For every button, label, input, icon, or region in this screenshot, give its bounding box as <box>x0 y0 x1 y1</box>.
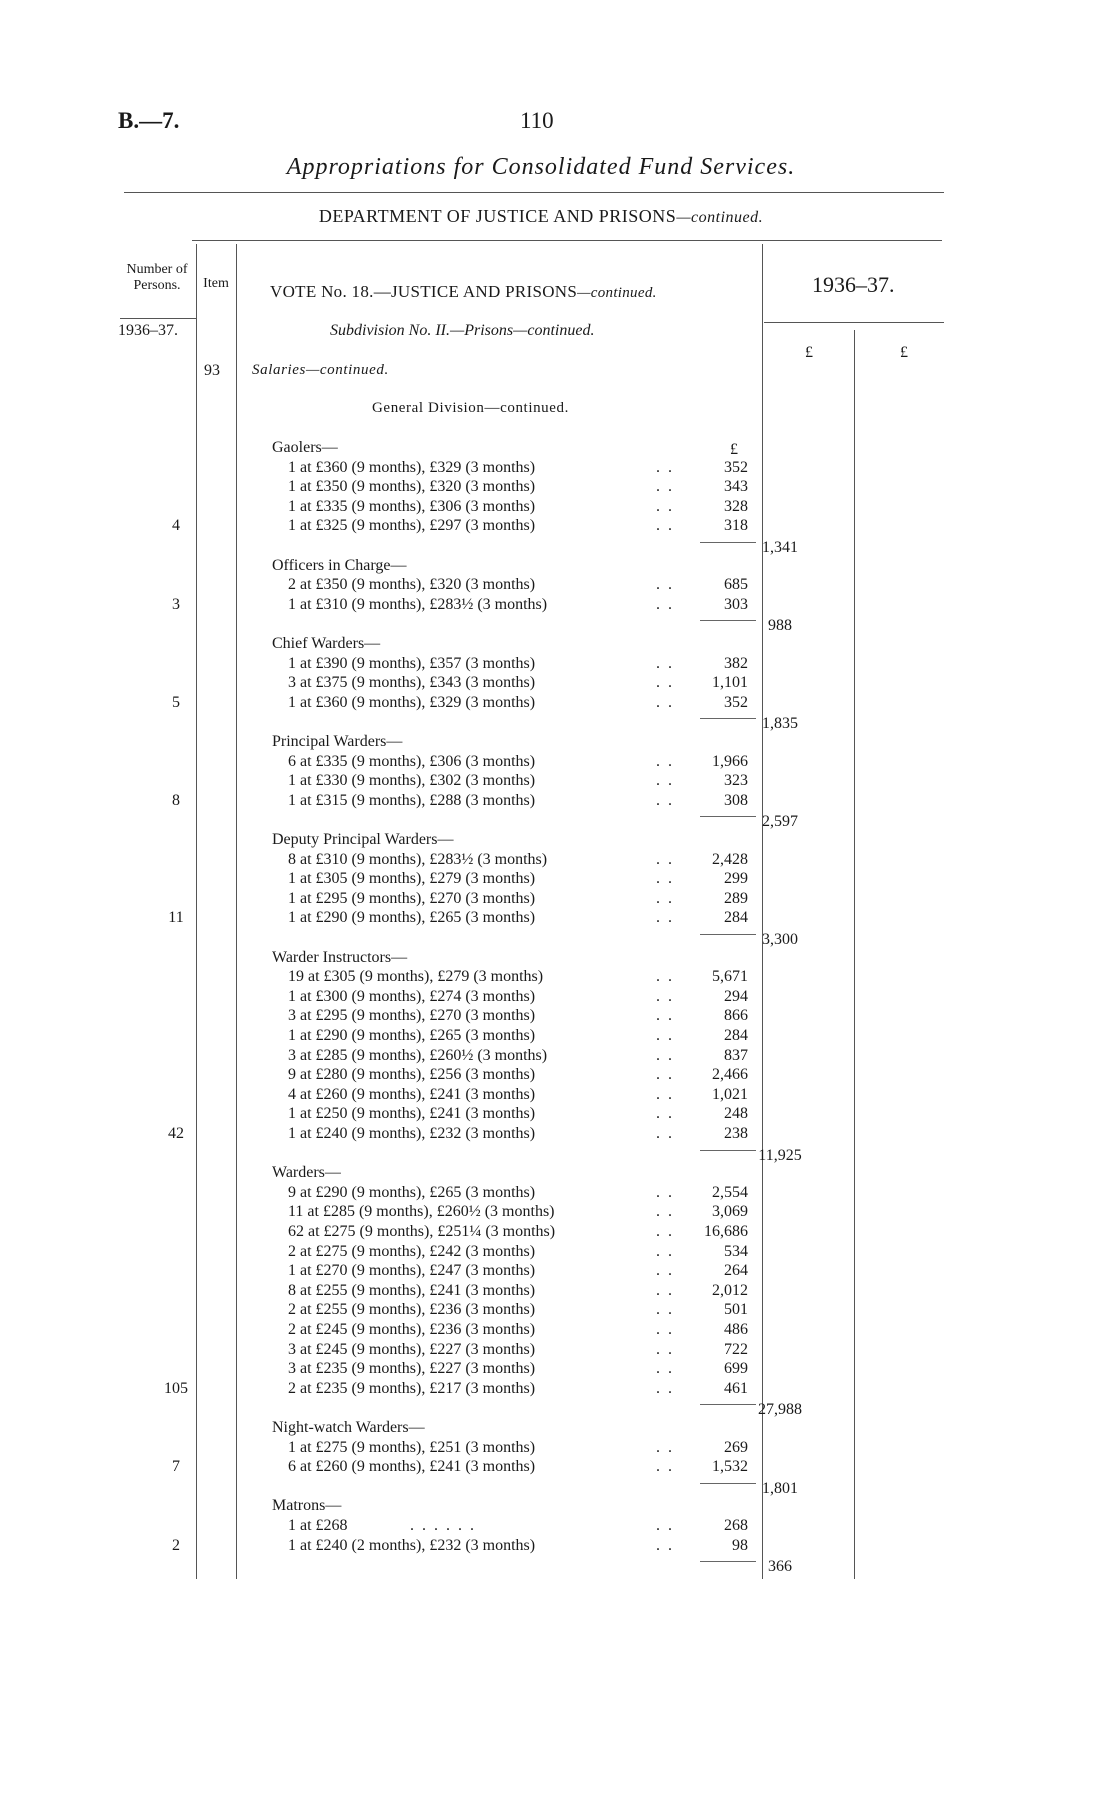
rate-description: 3 at £245 (9 months), £227 (3 months) <box>288 1340 536 1358</box>
leader-dots: . . <box>656 909 674 927</box>
persons-count: 42 <box>168 1125 184 1142</box>
line-amount: 303 <box>724 595 748 613</box>
rate-description: 1 at £330 (9 months), £302 (3 months) <box>288 772 536 790</box>
rate-description: 1 at £290 (9 months), £265 (3 months) <box>288 1027 536 1044</box>
leader-dots: . . <box>656 1242 674 1260</box>
leader-dots: . . <box>656 1281 674 1299</box>
leader-dots: . . <box>656 1223 674 1240</box>
group-total: 2,597 <box>762 813 798 831</box>
group-heading: Warders— <box>272 1164 341 1182</box>
group-total: 988 <box>768 617 792 635</box>
group-total: 1,341 <box>762 539 798 556</box>
rate-description: 11 at £285 (9 months), £260½ (3 months) <box>288 1203 555 1221</box>
group-heading: Chief Warders— <box>272 635 381 652</box>
leader-dots: . . <box>656 497 674 515</box>
leader-dots: . . <box>656 693 674 711</box>
line-amount: 1,966 <box>712 752 748 770</box>
rate-description: 2 at £235 (9 months), £217 (3 months) <box>288 1379 536 1397</box>
group-total: 1,835 <box>762 715 798 733</box>
leader-dots: . . <box>656 1340 674 1358</box>
leader-dots: . . <box>656 595 674 613</box>
leader-dots: . . <box>656 1027 674 1044</box>
rate-description: 1 at £250 (9 months), £241 (3 months) <box>288 1105 536 1123</box>
persons-count: 8 <box>172 791 180 809</box>
leader-dots: . . <box>656 870 674 888</box>
rate-description: 1 at £240 (2 months), £232 (3 months) <box>288 1536 536 1554</box>
rate-description: 3 at £235 (9 months), £227 (3 months) <box>288 1360 536 1378</box>
rate-description: 1 at £300 (9 months), £274 (3 months) <box>288 987 536 1005</box>
rate-description: 2 at £245 (9 months), £236 (3 months) <box>288 1321 536 1338</box>
rate-description: 1 at £240 (9 months), £232 (3 months) <box>288 1125 536 1142</box>
item-number: 93 <box>204 362 220 379</box>
page-title: Appropriations for Consolidated Fund Services. <box>286 154 796 180</box>
line-amount: 268 <box>724 1517 748 1534</box>
persons-count: 2 <box>172 1536 180 1554</box>
column-rule-total <box>854 330 855 1579</box>
year-column-header: 1936–37. <box>812 272 895 297</box>
rate-description: 19 at £305 (9 months), £279 (3 months) <box>288 968 544 986</box>
line-amount: 264 <box>724 1262 748 1280</box>
line-amount: 299 <box>724 870 748 888</box>
document-reference: B.—7. <box>118 108 180 133</box>
persons-count: 105 <box>164 1379 188 1397</box>
rate-description: 1 at £390 (9 months), £357 (3 months) <box>288 654 536 672</box>
leader-dots: . . <box>656 752 674 770</box>
line-amount: 318 <box>724 517 748 535</box>
leader-dots: . . <box>656 478 674 496</box>
line-amount: 294 <box>724 987 748 1005</box>
line-amount: 382 <box>724 654 748 672</box>
leader-dots: . . <box>656 1262 674 1280</box>
line-amount: 2,466 <box>712 1066 748 1084</box>
header-rule-right <box>764 322 944 323</box>
persons-count: 5 <box>172 693 180 711</box>
department-heading: DEPARTMENT OF JUSTICE AND PRISONS—continued. <box>318 206 764 226</box>
rate-description: 1 at £310 (9 months), £283½ (3 months) <box>288 595 548 613</box>
leader-dots: . . <box>656 1203 674 1221</box>
rate-description: 1 at £275 (9 months), £251 (3 months) <box>288 1438 536 1456</box>
leader-dots: . . <box>656 1183 674 1201</box>
line-amount: 501 <box>724 1301 748 1319</box>
leader-dots: . . <box>656 1458 674 1476</box>
leader-dots: . . <box>656 1046 674 1064</box>
leader-dots: . . <box>656 791 674 809</box>
line-amount: 289 <box>724 889 748 907</box>
column-rule-amount <box>762 244 763 1579</box>
group-total: 3,300 <box>762 931 798 948</box>
header-rule-left <box>120 318 196 319</box>
line-amount: 343 <box>724 478 748 496</box>
line-amount: 685 <box>724 576 748 594</box>
leader-dots: . . <box>656 889 674 907</box>
persons-count: 11 <box>168 909 184 927</box>
item-column-header: Item <box>203 276 229 291</box>
rate-description: 3 at £285 (9 months), £260½ (3 months) <box>288 1046 548 1064</box>
persons-count: 4 <box>172 517 180 535</box>
line-amount: 837 <box>724 1046 748 1064</box>
line-amount: 284 <box>724 909 748 927</box>
rate-description: 2 at £275 (9 months), £242 (3 months) <box>288 1242 536 1260</box>
line-amount: 238 <box>724 1125 748 1142</box>
rate-description: 2 at £255 (9 months), £236 (3 months) <box>288 1301 536 1319</box>
leader-dots: . . <box>656 850 674 868</box>
group-total: 366 <box>768 1558 792 1576</box>
line-amount: 269 <box>724 1438 748 1456</box>
leader-dots: . . <box>656 674 674 692</box>
line-amount: 323 <box>724 772 748 790</box>
group-total: 27,988 <box>758 1401 802 1419</box>
leader-dots: . . <box>656 654 674 672</box>
leader-dots: . . <box>656 968 674 986</box>
group-total: 11,925 <box>758 1146 802 1164</box>
rate-description: 1 at £350 (9 months), £320 (3 months) <box>288 478 536 496</box>
line-amount: 308 <box>724 791 748 809</box>
line-amount: 98 <box>732 1536 748 1554</box>
rate-description: 1 at £270 (9 months), £247 (3 months) <box>288 1262 536 1280</box>
line-amount: 722 <box>724 1340 748 1358</box>
line-amount: 1,021 <box>712 1085 748 1103</box>
leader-dots: . . <box>656 1085 674 1103</box>
rate-description: 6 at £260 (9 months), £241 (3 months) <box>288 1458 536 1476</box>
line-amount: 248 <box>724 1105 748 1123</box>
currency-label-1: £ <box>805 344 813 361</box>
rate-description: 1 at £290 (9 months), £265 (3 months) <box>288 909 536 927</box>
rate-description: 9 at £290 (9 months), £265 (3 months) <box>288 1183 536 1201</box>
department-rule <box>192 240 942 241</box>
line-amount: 328 <box>724 497 748 515</box>
leader-dots: . . <box>656 1321 674 1338</box>
title-rule <box>124 192 944 193</box>
rate-description: 4 at £260 (9 months), £241 (3 months) <box>288 1085 536 1103</box>
leader-dots: . . <box>656 1105 674 1123</box>
persons-column-header: Number of Persons. <box>126 262 188 293</box>
line-amount: 16,686 <box>704 1223 748 1240</box>
column-rule-item <box>236 244 237 1579</box>
group-heading: Officers in Charge— <box>272 556 407 574</box>
line-amount: 699 <box>724 1360 748 1378</box>
leader-dots: . . <box>656 1379 674 1397</box>
leader-dots: . . <box>656 1007 674 1025</box>
rate-description: 3 at £375 (9 months), £343 (3 months) <box>288 674 536 692</box>
salaries-heading: Salaries—continued. <box>252 362 389 378</box>
line-amount: 1,101 <box>712 674 748 692</box>
leader-dots: . . <box>656 458 674 476</box>
line-amount: 866 <box>724 1007 748 1025</box>
group-heading: Gaolers— <box>272 439 338 456</box>
group-heading: Deputy Principal Warders— <box>272 831 454 848</box>
general-division-heading: General Division—continued. <box>372 400 569 416</box>
persons-count: 3 <box>172 595 180 613</box>
line-amount: 2,012 <box>712 1281 748 1299</box>
rate-description: 62 at £275 (9 months), £251¼ (3 months) <box>288 1223 556 1240</box>
leader-dots: . . <box>656 576 674 594</box>
line-amount: 1,532 <box>712 1458 748 1476</box>
line-amount: 2,554 <box>712 1183 748 1201</box>
leader-dots: . . <box>656 1438 674 1456</box>
persons-year-label: 1936–37. <box>118 322 178 339</box>
line-amount: 2,428 <box>712 850 748 868</box>
rate-description: 2 at £350 (9 months), £320 (3 months) <box>288 576 536 594</box>
persons-count: 7 <box>172 1458 180 1476</box>
line-amount: 3,069 <box>712 1203 748 1221</box>
rate-description: 6 at £335 (9 months), £306 (3 months) <box>288 752 536 770</box>
leader-dots: . . <box>656 1301 674 1319</box>
currency-label-2: £ <box>900 344 908 361</box>
rate-description: 3 at £295 (9 months), £270 (3 months) <box>288 1007 536 1025</box>
leader-dots: . . <box>656 772 674 790</box>
rate-description: 1 at £315 (9 months), £288 (3 months) <box>288 791 536 809</box>
amount-currency-label: £ <box>730 441 738 458</box>
leader-dots: . . <box>656 1066 674 1084</box>
line-amount: 534 <box>724 1242 748 1260</box>
line-amount: 5,671 <box>712 968 748 986</box>
leader-dots: . . <box>656 1517 674 1534</box>
line-amount: 284 <box>724 1027 748 1044</box>
rate-description: 1 at £360 (9 months), £329 (3 months) <box>288 458 536 476</box>
rate-description: 1 at £305 (9 months), £279 (3 months) <box>288 870 536 888</box>
rate-description: 9 at £280 (9 months), £256 (3 months) <box>288 1066 536 1084</box>
leader-dots: . . <box>656 1536 674 1554</box>
rate-description: 1 at £325 (9 months), £297 (3 months) <box>288 517 536 535</box>
line-amount: 352 <box>724 458 748 476</box>
leader-dots: . . <box>656 1360 674 1378</box>
group-heading: Matrons— <box>272 1497 342 1515</box>
rate-description: 1 at £360 (9 months), £329 (3 months) <box>288 693 536 711</box>
group-heading: Night-watch Warders— <box>272 1419 425 1436</box>
rate-description: 8 at £255 (9 months), £241 (3 months) <box>288 1281 536 1299</box>
group-heading: Principal Warders— <box>272 733 403 750</box>
subdivision-heading: Subdivision No. II.—Prisons—continued. <box>330 322 595 339</box>
group-total: 1,801 <box>762 1479 798 1497</box>
leader-dots: . . <box>656 517 674 535</box>
line-amount: 486 <box>724 1321 748 1338</box>
leader-dots: . . . . . . <box>410 1517 476 1534</box>
rate-description: 1 at £295 (9 months), £270 (3 months) <box>288 889 536 907</box>
rate-description: 1 at £335 (9 months), £306 (3 months) <box>288 497 536 515</box>
page-number: 110 <box>520 108 554 133</box>
leader-dots: . . <box>656 987 674 1005</box>
group-heading: Warder Instructors— <box>272 948 408 966</box>
rate-description: 8 at £310 (9 months), £283½ (3 months) <box>288 850 548 868</box>
vote-heading: VOTE No. 18.—JUSTICE AND PRISONS—continued. <box>270 282 657 301</box>
line-amount: 352 <box>724 693 748 711</box>
leader-dots: . . <box>656 1125 674 1142</box>
rate-description: 1 at £268 <box>288 1517 348 1534</box>
line-amount: 461 <box>724 1379 748 1397</box>
